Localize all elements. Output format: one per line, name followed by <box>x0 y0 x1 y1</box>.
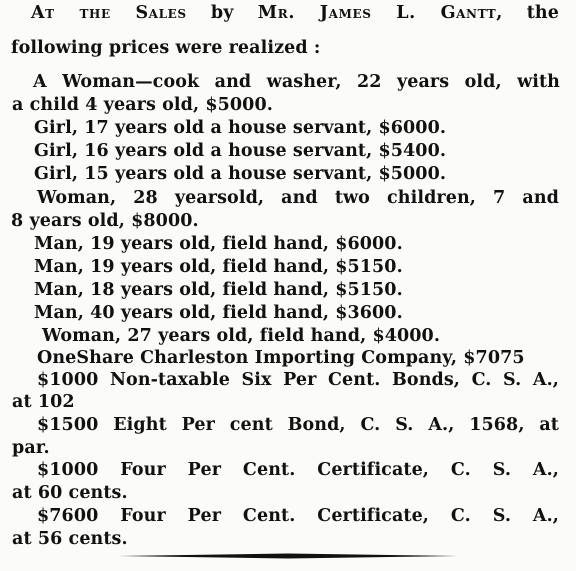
sale-item-line: at 102 <box>12 392 75 412</box>
sale-item-line: Man, 18 years old, field hand, $5150. <box>34 280 403 300</box>
headline <box>31 1 559 25</box>
headline-at-the-sales: At the Sales <box>31 3 187 23</box>
sale-item-line: Girl, 16 years old a house servant, $5400. <box>34 141 447 161</box>
sale-item-line: $1000 Non-taxable Six Per Cent. Bonds, C. S. A., <box>37 370 559 390</box>
sale-item-line: a child 4 years old, $5000. <box>12 95 273 115</box>
sale-item-line: at 60 cents. <box>12 483 128 503</box>
sale-item-line: A Woman—cook and washer, 22 years old, with <box>33 72 560 92</box>
sale-item-line: Woman, 27 years old, field hand, $4000. <box>42 326 441 346</box>
sale-item-line: par. <box>12 438 50 458</box>
sale-item-line: Man, 19 years old, field hand, $5150. <box>34 257 403 277</box>
sale-item-line: Man, 40 years old, field hand, $3600. <box>34 303 403 323</box>
sale-item-line: OneShare Charleston Importing Company, $7075 <box>37 348 525 368</box>
sale-item-line: $7600 Four Per Cent. Certificate, C. S. A., <box>37 506 559 526</box>
sale-item-line: $1000 Four Per Cent. Certificate, C. S. A., <box>37 460 559 480</box>
intro-line: following prices were realized : <box>11 38 321 58</box>
auctioneer-name: Mr. James L. Gantt <box>257 3 497 23</box>
headline-tail: , the <box>496 3 559 23</box>
sale-item-line: 8 years old, $8000. <box>11 211 199 231</box>
sale-item-line: $1500 Eight Per cent Bond, C. S. A., 1568, at <box>37 415 559 435</box>
sale-item-line: at 56 cents. <box>12 529 128 549</box>
closing-rule <box>118 553 458 559</box>
sale-item-line: Man, 19 years old, field hand, $6000. <box>34 234 403 254</box>
sale-item-line: Girl, 15 years old a house servant, $5000. <box>34 164 447 184</box>
headline-by: by <box>210 3 234 23</box>
sale-item-line: Girl, 17 years old a house servant, $6000. <box>34 118 447 138</box>
sale-item-line: Woman, 28 yearsold, and two children, 7 and <box>37 188 559 208</box>
